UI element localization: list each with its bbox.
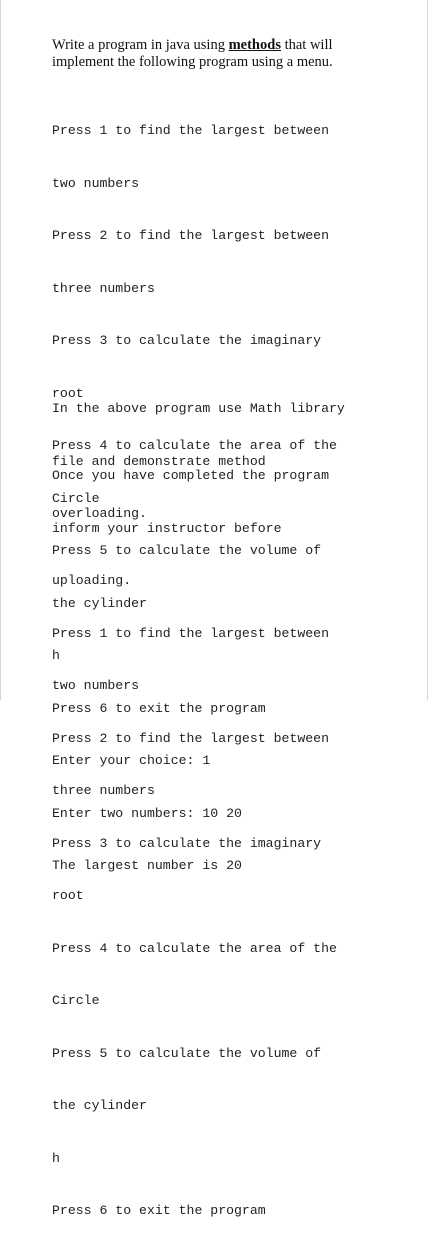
final-code-block [52,432,392,1255]
code-line: two numbers [52,678,140,693]
code-line: Press 2 to find the largest between [52,730,329,746]
code-line: uploading. [52,573,132,588]
code-line: Once you have completed the program [52,468,329,483]
code-line: Press 6 to exit the program [52,700,266,716]
intro-prefix: Write a program in java using [52,37,229,53]
code-line: Press 2 to find the largest between [52,228,329,243]
code-line: Press 3 to calculate the imaginary [52,835,322,851]
code-line: Press 4 to calculate the area of the [52,940,337,956]
code-line: two numbers [52,175,140,191]
code-line: Press 5 to calculate the volume of [52,543,322,558]
intro-suffix: that will [280,37,333,53]
code-line: Enter your choice: 1 [52,753,211,768]
code-line: Enter two numbers: 10 20 [52,805,242,821]
code-line: three numbers [52,280,155,296]
code-line: the cylinder [52,595,147,611]
code-line: file and demonstrate method [52,453,266,469]
intro-line-2: implement the following program using a menu. [52,54,333,70]
intro-paragraph [52,37,392,71]
code-line: Press 1 to find the largest between [52,123,329,138]
code-line: Press 3 to calculate the imaginary [52,333,322,348]
code-line: overloading. [52,506,147,521]
code-line: Press 5 to calculate the volume of [52,1045,322,1061]
code-line: the cylinder [52,1098,147,1113]
code-line: Circle [52,490,100,506]
intro-keyword-methods: methods [228,37,281,53]
code-line: The largest number is 20 [52,858,242,873]
code-line: root [52,385,84,401]
code-line: h [52,1150,60,1166]
code-line: Press 1 to find the largest between [52,625,329,641]
code-line: root [52,888,84,903]
code-line: three numbers [52,783,155,798]
code-line: Circle [52,993,100,1008]
code-line: inform your instructor before [52,520,282,536]
code-line: Press 6 to exit the program [52,1203,266,1218]
code-line: In the above program use Math library [52,401,345,416]
code-line: h [52,648,60,663]
code-line: Press 4 to calculate the area of the [52,438,337,453]
